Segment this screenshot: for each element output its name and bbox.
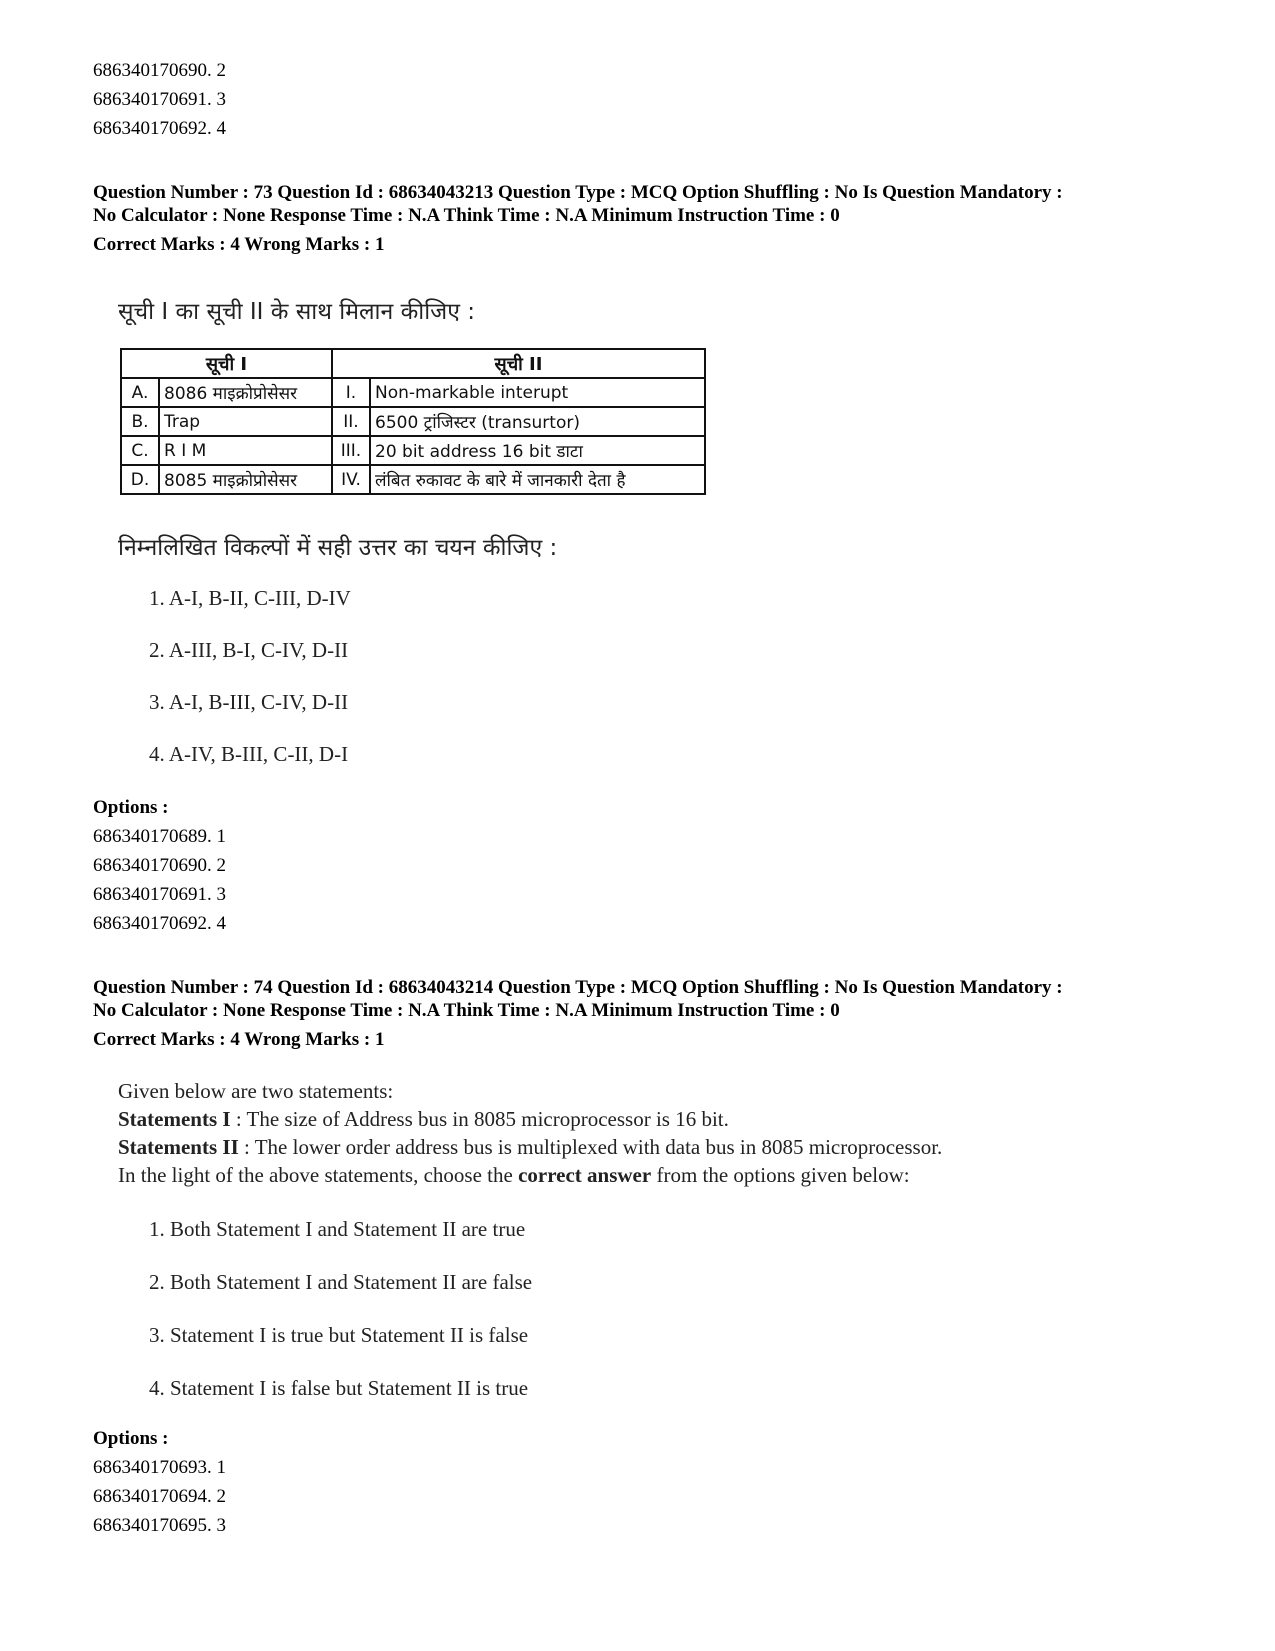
list1-key: D. (121, 465, 159, 494)
q73-match-table (120, 348, 706, 495)
list2-value: 6500 ट्रांजिस्टर (transurtor) (370, 407, 705, 436)
q74-option-id: 686340170693. 1 (93, 1457, 226, 1478)
list2-value: Non-markable interupt (370, 378, 705, 407)
q74-choice: 4. Statement I is false but Statement II is true (149, 1376, 529, 1400)
q73-option-id: 686340170690. 2 (93, 855, 226, 876)
q74-choice: 1. Both Statement I and Statement II are true (149, 1217, 526, 1241)
list1-key: A. (121, 378, 159, 407)
prev-option-line: 686340170691. 3 (93, 89, 226, 110)
statement-2-text: : The lower order address bus is multiplexed with data bus in 8085 microprocessor. (238, 1135, 943, 1159)
q74-statement-1 (118, 1107, 729, 1132)
q73-choice: 3. A-I, B-III, C-IV, D-II (149, 690, 349, 714)
list2-key: IV. (332, 465, 370, 494)
list1-header: सूची I (121, 349, 332, 378)
list2-key: III. (332, 436, 370, 465)
q74-option-id: 686340170694. 2 (93, 1486, 226, 1507)
q74-choice: 3. Statement I is true but Statement II is false (149, 1323, 529, 1347)
statement-1-label: Statements I (118, 1107, 231, 1131)
q74-choice: 2. Both Statement I and Statement II are false (149, 1270, 533, 1294)
match-table-header-row (121, 349, 705, 378)
light-bold: correct answer (518, 1163, 652, 1187)
q73-choice: 2. A-III, B-I, C-IV, D-II (149, 638, 349, 662)
q73-instruction: सूची I का सूची II के साथ मिलान कीजिए : (118, 299, 475, 325)
q73-choice: 4. A-IV, B-III, C-II, D-I (149, 742, 349, 766)
q74-header-line1: Question Number : 74 Question Id : 68634043214 Question Type : MCQ Option Shuffling : No Is Question Mandatory : (93, 977, 1063, 998)
list2-key: II. (332, 407, 370, 436)
list2-value: लंबित रुकावट के बारे में जानकारी देता है (370, 465, 705, 494)
q74-marks: Correct Marks : 4 Wrong Marks : 1 (93, 1029, 385, 1050)
list2-key: I. (332, 378, 370, 407)
q73-marks: Correct Marks : 4 Wrong Marks : 1 (93, 234, 385, 255)
q74-light-line (118, 1163, 910, 1188)
list1-key: B. (121, 407, 159, 436)
list1-value: 8086 माइक्रोप्रोसेसर (159, 378, 332, 407)
statement-2-label: Statements II (118, 1135, 239, 1159)
q73-choose-instruction: निम्नलिखित विकल्पों में सही उत्तर का चयन कीजिए : (118, 535, 558, 561)
light-post: from the options given below: (651, 1163, 910, 1187)
table-row (121, 378, 705, 407)
light-pre: In the light of the above statements, choose the (118, 1163, 519, 1187)
table-row (121, 436, 705, 465)
q74-intro: Given below are two statements: (118, 1079, 394, 1103)
prev-option-line: 686340170690. 2 (93, 60, 226, 81)
prev-option-line: 686340170692. 4 (93, 118, 226, 139)
q73-header-line2: No Calculator : None Response Time : N.A Think Time : N.A Minimum Instruction Time : 0 (93, 205, 840, 226)
list1-value: Trap (159, 407, 332, 436)
list1-value: R I M (159, 436, 332, 465)
list2-header: सूची II (332, 349, 705, 378)
q74-header-line2: No Calculator : None Response Time : N.A Think Time : N.A Minimum Instruction Time : 0 (93, 1000, 840, 1021)
q73-option-id: 686340170692. 4 (93, 913, 226, 934)
q73-options-label: Options : (93, 797, 169, 818)
q73-option-id: 686340170689. 1 (93, 826, 226, 847)
q73-option-id: 686340170691. 3 (93, 884, 226, 905)
list1-value: 8085 माइक्रोप्रोसेसर (159, 465, 332, 494)
table-row (121, 407, 705, 436)
q74-options-label: Options : (93, 1428, 169, 1449)
table-row (121, 465, 705, 494)
statement-1-text: : The size of Address bus in 8085 microprocessor is 16 bit. (230, 1107, 729, 1131)
list1-key: C. (121, 436, 159, 465)
q73-header-line1: Question Number : 73 Question Id : 68634043213 Question Type : MCQ Option Shuffling : No Is Question Mandatory : (93, 182, 1063, 203)
q74-statement-2 (118, 1135, 942, 1160)
q73-choice: 1. A-I, B-II, C-III, D-IV (149, 586, 351, 610)
q74-option-id: 686340170695. 3 (93, 1515, 226, 1536)
list2-value: 20 bit address 16 bit डाटा (370, 436, 705, 465)
